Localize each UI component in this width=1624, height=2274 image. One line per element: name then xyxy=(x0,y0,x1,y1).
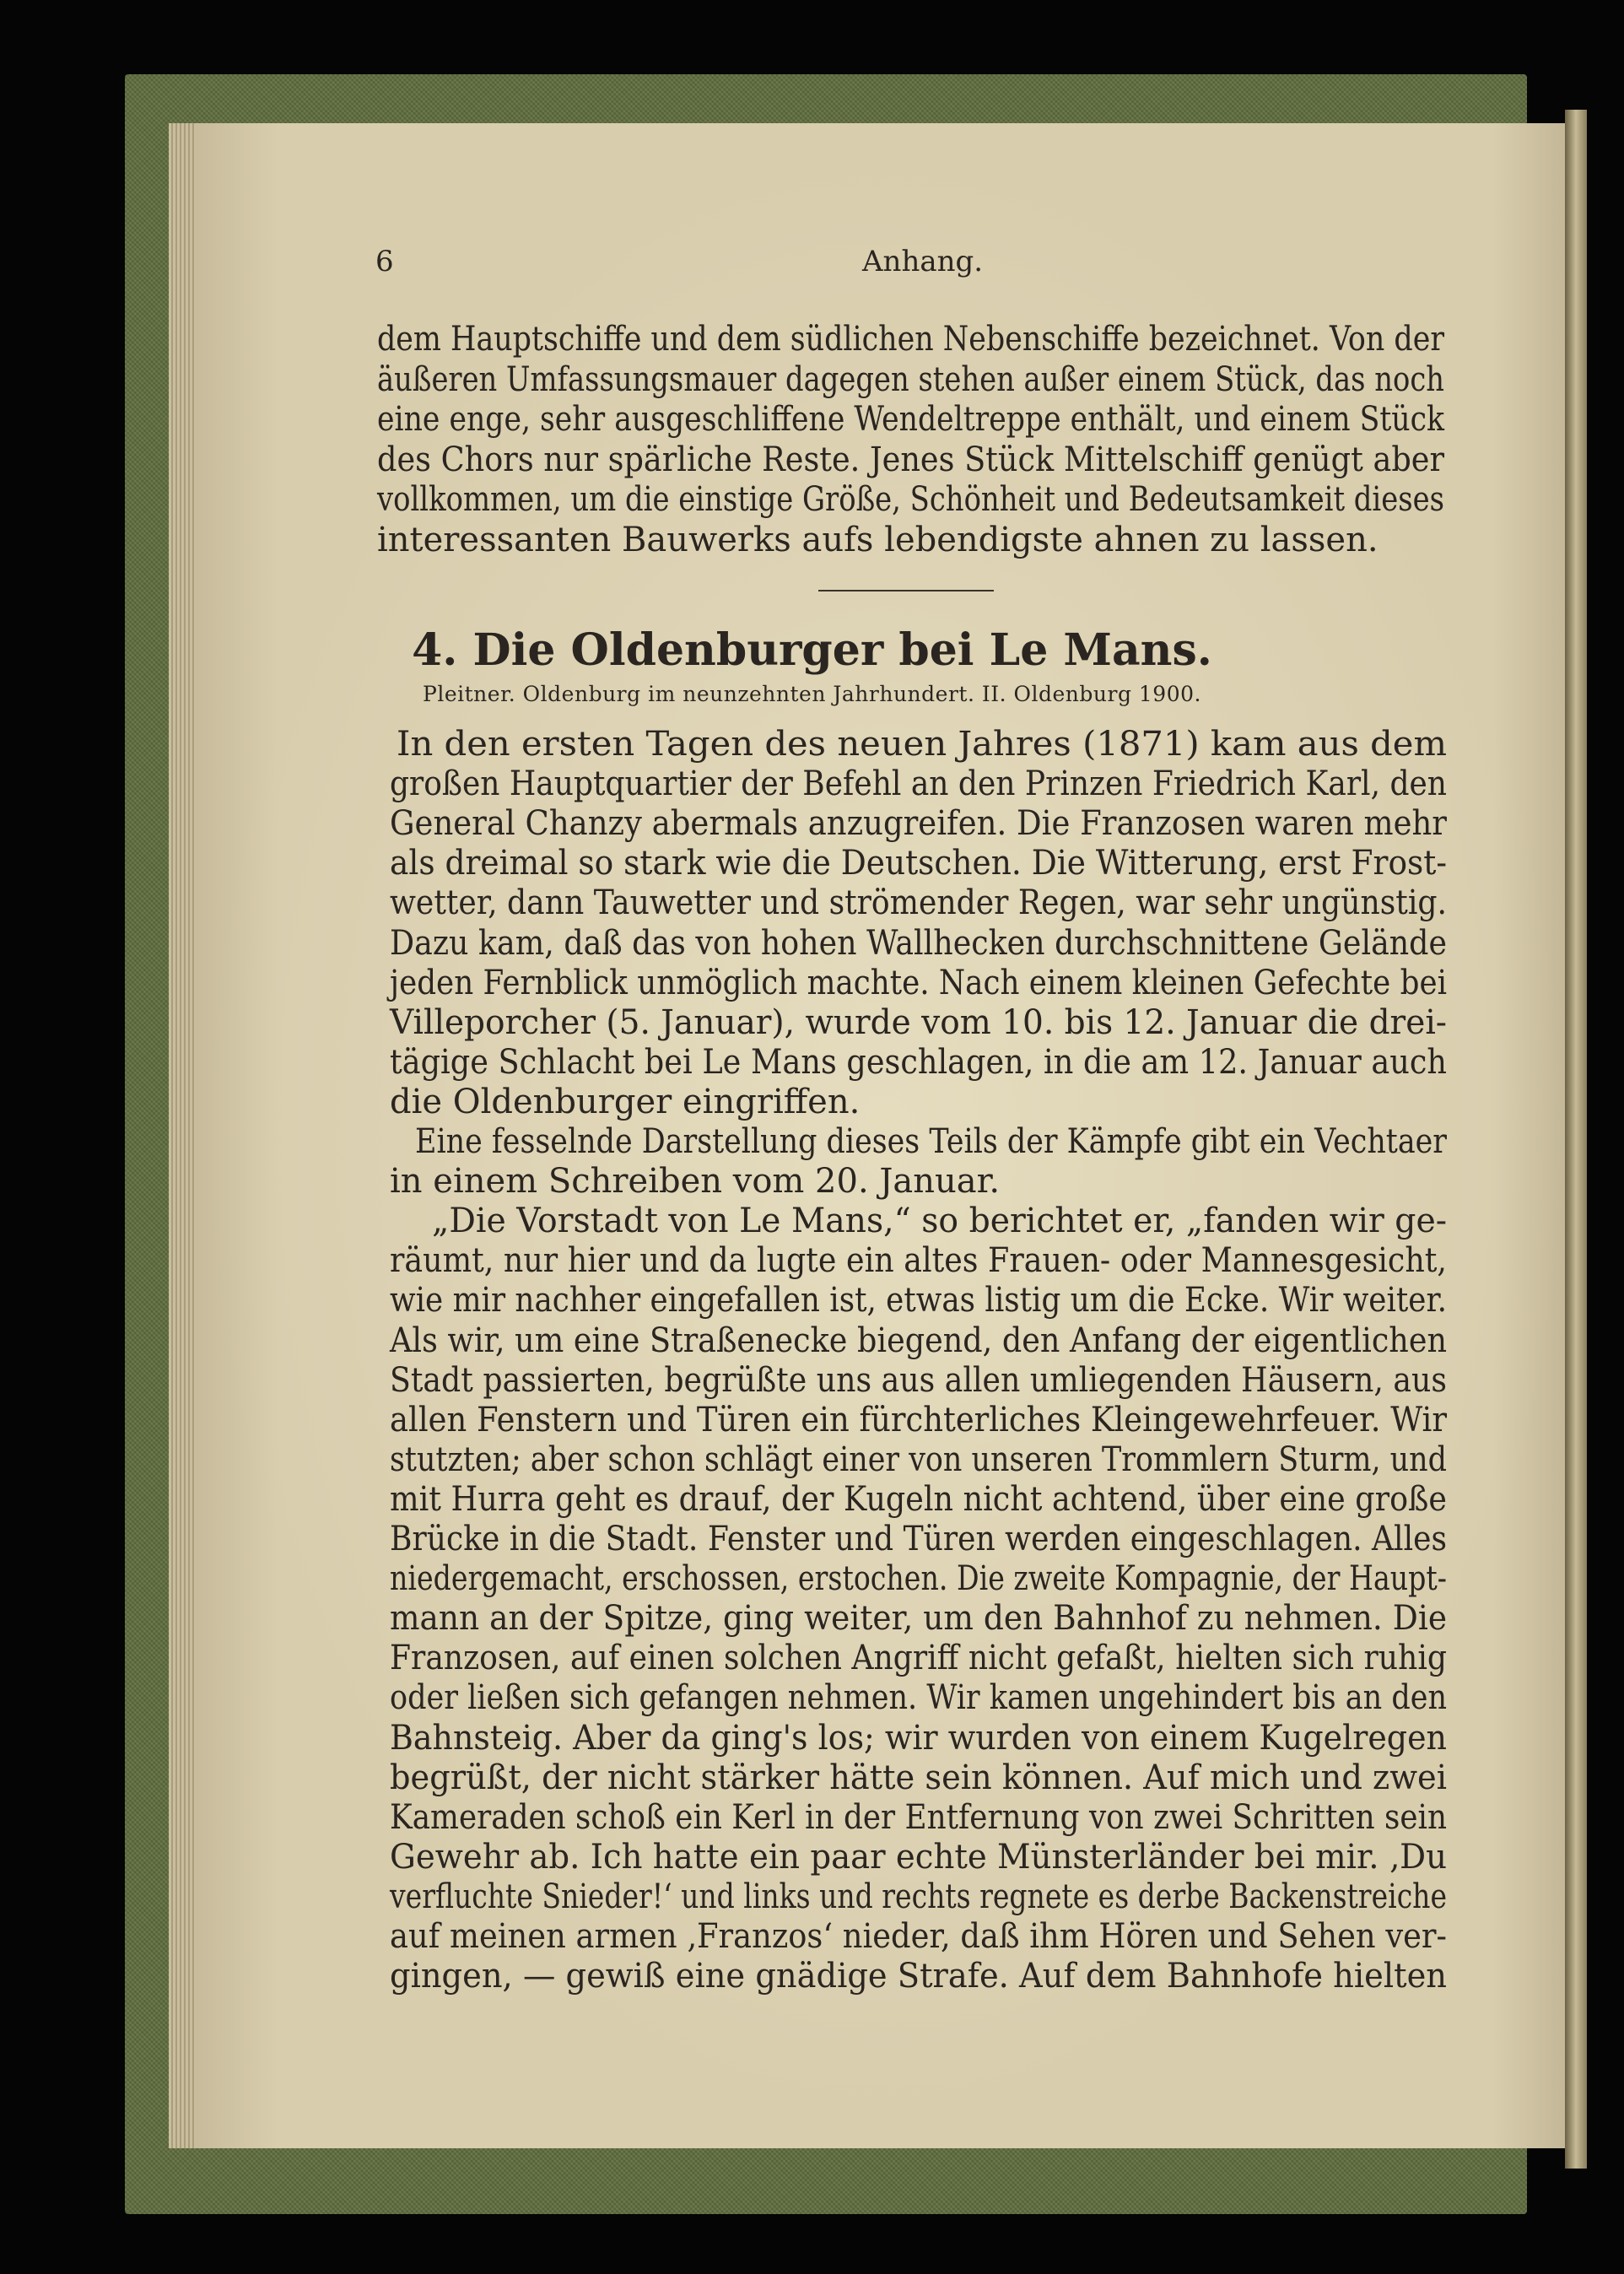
text-line: interessanten Bauwerks aufs lebendigste ahnen zu lassen. xyxy=(377,521,1379,559)
text-line: Dazu kam, daß das von hohen Wallhecken durchschnittene Gelände xyxy=(390,923,1447,963)
text-line: Villeporcher (5. Januar), wurde vom 10. bis 12. Januar die drei- xyxy=(390,1002,1447,1042)
section-source: Pleitner. Oldenburg im neunzehnten Jahrhundert. II. Oldenburg 1900. xyxy=(423,682,1201,706)
text-line: niedergemacht, erschossen, erstochen. Die zweite Kompagnie, der Haupt- xyxy=(390,1559,1447,1599)
text-line: mann an der Spitze, ging weiter, um den Bahnhof zu nehmen. Die xyxy=(390,1599,1447,1639)
text-line: Kameraden schoß ein Kerl in der Entfernung von zwei Schritten sein xyxy=(390,1797,1447,1837)
text-line: oder ließen sich gefangen nehmen. Wir kamen ungehindert bis an den xyxy=(390,1678,1447,1718)
text-line: tägige Schlacht bei Le Mans geschlagen, in die am 12. Januar auch xyxy=(390,1042,1447,1082)
text-line: jeden Fernblick unmöglich machte. Nach einem kleinen Gefechte bei xyxy=(390,963,1447,1002)
text-line: verfluchte Snieder!‘ und links und rechts regnete es derbe Backenstreiche xyxy=(390,1877,1447,1916)
text-line: großen Hauptquartier der Befehl an den Prinzen Friedrich Karl, den xyxy=(390,764,1447,804)
text-line: „Die Vorstadt von Le Mans,“ so berichtet er, „fanden wir ge- xyxy=(432,1202,1447,1241)
text-line: in einem Schreiben vom 20. Januar. xyxy=(390,1162,1001,1202)
book-gutter xyxy=(1565,110,1587,2169)
text-line: als dreimal so stark wie die Deutschen. Die Witterung, erst Frost- xyxy=(390,844,1447,883)
text-line: Brücke in die Stadt. Fenster und Türen werden eingeschlagen. Alles xyxy=(390,1520,1447,1558)
text-line: räumt, nur hier und da lugte ein altes Frauen- oder Mannesgesicht, xyxy=(390,1241,1447,1281)
text-line: mit Hurra geht es drauf, der Kugeln nicht achtend, über eine große xyxy=(390,1479,1447,1519)
text-line: Bahnsteig. Aber da ging's los; wir wurden von einem Kugelregen xyxy=(390,1718,1447,1758)
text-line: begrüßt, der nicht stärker hätte sein können. Auf mich und zwei xyxy=(390,1758,1447,1797)
running-title: Anhang. xyxy=(862,245,984,278)
section-title: 4. Die Oldenburger bei Le Mans. xyxy=(412,624,1212,676)
text-line: dem Hauptschiffe und dem südlichen Nebenschiffe bezeichnet. Von der xyxy=(377,320,1444,359)
page-number: 6 xyxy=(375,245,394,278)
text-line: In den ersten Tagen des neuen Jahres (1871) kam aus dem xyxy=(397,725,1447,764)
text-line: Eine fesselnde Darstellung dieses Teils der Kämpfe gibt ein Vechtaer xyxy=(415,1122,1447,1161)
text-line: Als wir, um eine Straßenecke biegend, den Anfang der eigentlichen xyxy=(390,1321,1447,1360)
text-line: äußeren Umfassungsmauer dagegen stehen außer einem Stück, das noch xyxy=(377,359,1444,399)
text-line: wie mir nachher eingefallen ist, etwas listig um die Ecke. Wir weiter. xyxy=(390,1281,1447,1321)
text-line: eine enge, sehr ausgeschliffene Wendeltreppe enthält, und einem Stück xyxy=(377,400,1444,440)
text-line: stutzten; aber schon schlägt einer von unseren Trommlern Sturm, und xyxy=(390,1439,1447,1479)
text-line: die Oldenburger eingriffen. xyxy=(390,1082,861,1121)
text-line: auf meinen armen ‚Franzos‘ nieder, daß ihm Hören und Sehen ver- xyxy=(390,1917,1447,1956)
text-line: wetter, dann Tauwetter und strömender Regen, war sehr ungünstig. xyxy=(390,883,1447,923)
text-line: des Chors nur spärliche Reste. Jenes Stück Mittelschiff genügt aber xyxy=(377,440,1444,479)
text-line: Stadt passierten, begrüßte uns aus allen umliegenden Häusern, aus xyxy=(390,1360,1447,1400)
section-divider xyxy=(818,590,994,591)
text-line: Gewehr ab. Ich hatte ein paar echte Münsterländer bei mir. ‚Du xyxy=(390,1837,1447,1877)
text-line: gingen, — gewiß eine gnädige Strafe. Auf dem Bahnhofe hielten xyxy=(390,1957,1447,1996)
text-line: vollkommen, um die einstige Größe, Schönheit und Bedeutsamkeit dieses xyxy=(377,480,1444,520)
text-line: General Chanzy abermals anzugreifen. Die Franzosen waren mehr xyxy=(390,804,1447,844)
text-line: allen Fenstern und Türen ein fürchterliches Kleingewehrfeuer. Wir xyxy=(390,1400,1447,1439)
text-line: Franzosen, auf einen solchen Angriff nicht gefaßt, hielten sich ruhig xyxy=(390,1639,1447,1678)
